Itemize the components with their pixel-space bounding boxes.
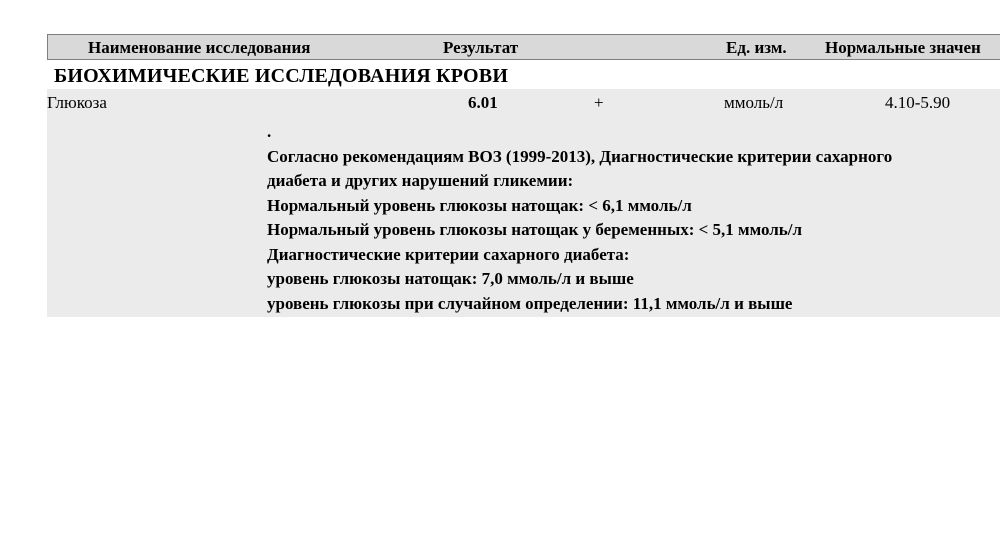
column-header-normal-range: Нормальные значен	[825, 38, 981, 57]
section-title: БИОХИМИЧЕСКИЕ ИССЛЕДОВАНИЯ КРОВИ	[54, 65, 509, 87]
out-of-range-flag: +	[594, 93, 604, 112]
column-header-result: Результат	[443, 38, 519, 57]
test-comment	[267, 120, 892, 316]
test-unit: ммоль/л	[724, 93, 784, 112]
test-name: Глюкоза	[47, 93, 107, 112]
column-header-unit: Ед. изм.	[726, 38, 787, 57]
comment-line: уровень глюкозы при случайном определении: 11,1 ммоль/л и выше	[267, 293, 793, 313]
table-row	[47, 89, 1000, 317]
column-header-test-name: Наименование исследования	[88, 38, 311, 57]
test-normal-range: 4.10-5.90	[885, 93, 951, 112]
comment-line: диабета и других нарушений гликемии:	[267, 171, 574, 190]
comment-line: .	[267, 122, 272, 141]
table-header	[47, 34, 1000, 60]
test-result-value: 6.01	[468, 93, 498, 112]
comment-line: Диагностические критерии сахарного диабета:	[267, 244, 630, 264]
comment-line: Нормальный уровень глюкозы натощак у беременных: < 5,1 ммоль/л	[267, 220, 803, 239]
comment-line: Нормальный уровень глюкозы натощак: < 6,1 ммоль/л	[267, 195, 692, 215]
comment-line: уровень глюкозы натощак: 7,0 ммоль/л и выше	[267, 269, 634, 288]
comment-line: Согласно рекомендациям ВОЗ (1999-2013), Диагностические критерии сахарного	[267, 146, 893, 166]
